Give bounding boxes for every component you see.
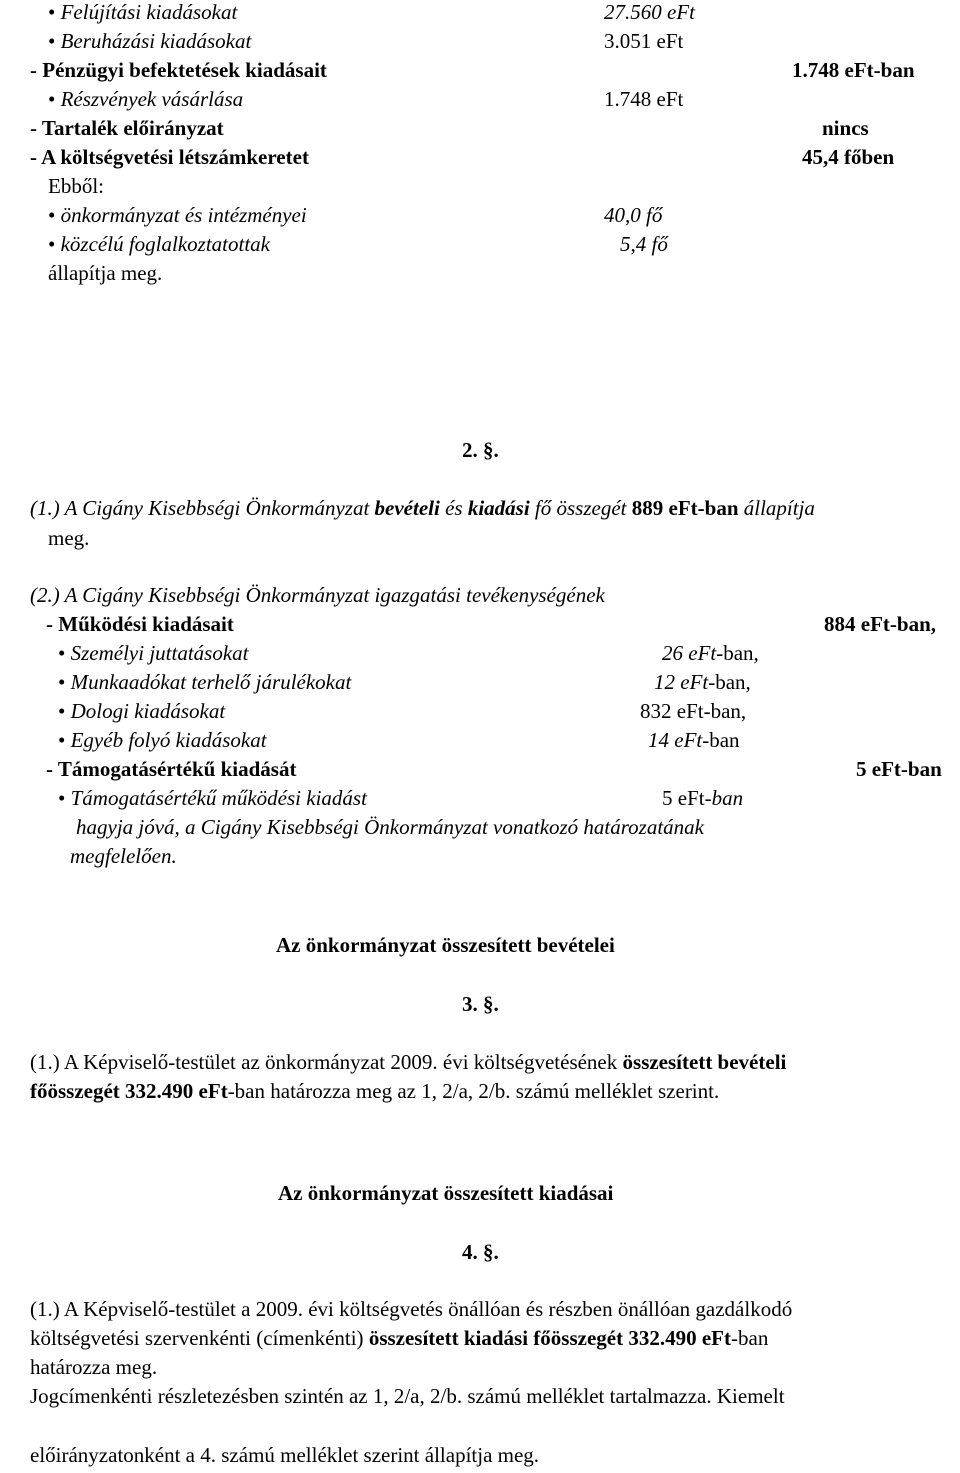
section4-line3: határozza meg.	[30, 1355, 158, 1379]
dologi-label: • Dologi kiadásokat	[58, 701, 225, 722]
reszvenyek-value: 1.748 eFt	[604, 87, 684, 111]
tam-mukodesi-value: 5 eFt-ban	[662, 786, 744, 810]
onkormanyzat-value: 40,0 fő	[604, 203, 663, 227]
ebbol-label: Ebből:	[48, 174, 104, 198]
felujitasi-value: 27.560 eFt	[604, 0, 695, 24]
munkaado-value: 12 eFt-ban,	[654, 670, 751, 694]
dologi-value: 832 eFt-ban,	[640, 699, 747, 723]
section3-line2: főösszegét 332.490 eFt-ban határozza meg az 1, 2/a, 2/b. számú melléklet szerint.	[30, 1079, 720, 1103]
kozcelu-value: 5,4 fő	[620, 232, 668, 256]
tamogatas-label: - Támogatásértékű kiadását	[46, 757, 297, 781]
letszam-value: 45,4 főben	[802, 145, 895, 169]
szemelyi-label: • Személyi juttatásokat	[58, 643, 249, 664]
section2-closing-line2: megfelelően.	[70, 844, 177, 868]
allapitja-text: állapítja meg.	[48, 261, 163, 285]
egyeb-value: 14 eFt-ban	[648, 728, 740, 752]
section3-title: Az önkormányzat összesített bevételei	[276, 933, 615, 957]
kozcelu-label: • közcélú foglalkoztatottak	[48, 234, 270, 255]
section2-p1-line1: (1.) A Cigány Kisebbségi Önkormányzat bevételi és kiadási fő összegét 889 eFt-ban állapítja	[30, 496, 815, 520]
section4-heading: 4. §.	[462, 1240, 499, 1264]
felujitasi-label: • Felújítási kiadásokat	[48, 2, 237, 23]
tam-mukodesi-label: • Támogatásértékű működési kiadást	[58, 788, 367, 809]
mukodesi-label: - Működési kiadásait	[46, 612, 234, 636]
szemelyi-value: 26 eFt-ban,	[662, 641, 759, 665]
reszvenyek-label: • Részvények vásárlása	[48, 89, 243, 110]
beruhazasi-value: 3.051 eFt	[604, 29, 684, 53]
section3-line1: (1.) A Képviselő-testület az önkormányzat 2009. évi költségvetésének összesített bevételi	[30, 1050, 787, 1074]
section2-heading: 2. §.	[462, 438, 499, 462]
tartalek-value: nincs	[822, 116, 869, 140]
letszam-label: - A költségvetési létszámkeretet	[30, 145, 309, 169]
munkaado-label: • Munkaadókat terhelő járulékokat	[58, 672, 351, 693]
section3-heading: 3. §.	[462, 992, 499, 1016]
section4-line4: Jogcímenkénti részletezésben szintén az 1, 2/a, 2/b. számú melléklet tartalmazza. Kiemelt	[30, 1384, 785, 1408]
section2-closing-line1: hagyja jóvá, a Cigány Kisebbségi Önkormányzat vonatkozó határozatának	[76, 815, 704, 839]
onkormanyzat-label: • önkormányzat és intézményei	[48, 205, 307, 226]
mukodesi-value: 884 eFt-ban,	[824, 612, 936, 636]
egyeb-label: • Egyéb folyó kiadásokat	[58, 730, 267, 751]
tartalek-label: - Tartalék előirányzat	[30, 116, 224, 140]
section4-line2: költségvetési szervenkénti (címenkénti) összesített kiadási főösszegét 332.490 eFt-ban	[30, 1326, 769, 1350]
section4-title: Az önkormányzat összesített kiadásai	[278, 1181, 614, 1205]
section4-line1: (1.) A Képviselő-testület a 2009. évi költségvetés önállóan és részben önállóan gazdálkodó	[30, 1297, 793, 1321]
section4-line5: előirányzatonként a 4. számú melléklet szerint állapítja meg.	[30, 1443, 540, 1467]
section2-p1-line2: meg.	[48, 526, 90, 550]
penzugyi-value: 1.748 eFt-ban	[792, 58, 915, 82]
tamogatas-value: 5 eFt-ban	[856, 757, 942, 781]
beruhazasi-label: • Beruházási kiadásokat	[48, 31, 251, 52]
penzugyi-label: - Pénzügyi befektetések kiadásait	[30, 58, 327, 82]
section2-p2-intro: (2.) A Cigány Kisebbségi Önkormányzat igazgatási tevékenységének	[30, 583, 605, 607]
